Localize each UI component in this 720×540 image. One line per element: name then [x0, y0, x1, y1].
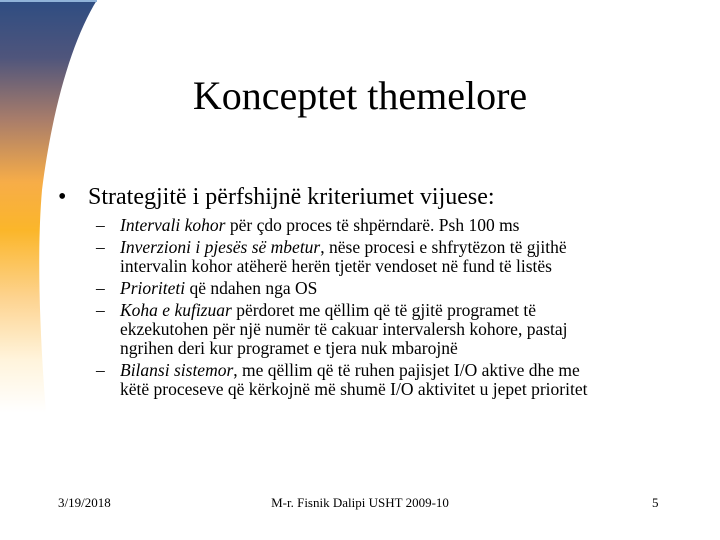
criteria-term: Bilansi sistemor — [120, 360, 234, 380]
dash-icon: – — [96, 278, 105, 298]
criteria-text-continued: intervalin kohor atëherë herën tjetër vendoset në fund të listës — [120, 256, 552, 276]
criteria-term: Koha e kufizuar — [120, 300, 232, 320]
criteria-text: përdoret me qëllim që të gjitë programet të — [231, 300, 537, 320]
criteria-text-continued: ekzekutohen për një numër të cakuar intervalersh kohore, pastaj — [120, 319, 568, 339]
criteria-text-continued: ngrihen deri kur programet e tjera nuk mbarojnë — [120, 338, 458, 358]
criteria-term: Intervali kohor — [120, 215, 226, 235]
dash-icon: – — [96, 300, 105, 320]
main-bullet — [58, 182, 678, 212]
criteria-text-continued: këtë proceseve që kërkojnë më shumë I/O aktivitet u jepet prioritet — [120, 379, 588, 399]
bullet-icon: • — [58, 184, 67, 210]
criteria-item-time-interval — [58, 216, 678, 235]
dash-icon: – — [96, 215, 105, 235]
dash-icon: – — [96, 360, 105, 380]
criteria-text: për çdo proces të shpërndarë. Psh 100 ms — [225, 215, 520, 235]
criteria-item-priority — [58, 279, 678, 298]
criteria-list — [58, 216, 678, 399]
dash-icon: – — [96, 237, 105, 257]
criteria-text: , nëse procesi e shfrytëzon të gjithë — [320, 237, 567, 257]
criteria-item-limited-time — [58, 301, 678, 358]
footer-page-number: 5 — [652, 495, 659, 510]
criteria-term: Inverzioni i pjesës së mbetur — [120, 237, 321, 257]
slide-content — [58, 182, 678, 402]
criteria-text: që ndahen nga OS — [185, 278, 318, 298]
criteria-item-system-balance — [58, 361, 678, 399]
slide-title: Konceptet themelore — [192, 73, 528, 118]
criteria-item-inversion — [58, 238, 678, 276]
main-bullet-text: Strategjitë i përfshijnë kriteriumet vijuese: — [88, 184, 495, 210]
footer-date: 3/19/2018 — [58, 495, 111, 510]
criteria-text: , me qëllim që të ruhen pajisjet I/O aktive dhe me — [233, 360, 580, 380]
footer-author: M-r. Fisnik Dalipi USHT 2009-10 — [271, 495, 449, 510]
criteria-term: Prioriteti — [120, 278, 186, 298]
